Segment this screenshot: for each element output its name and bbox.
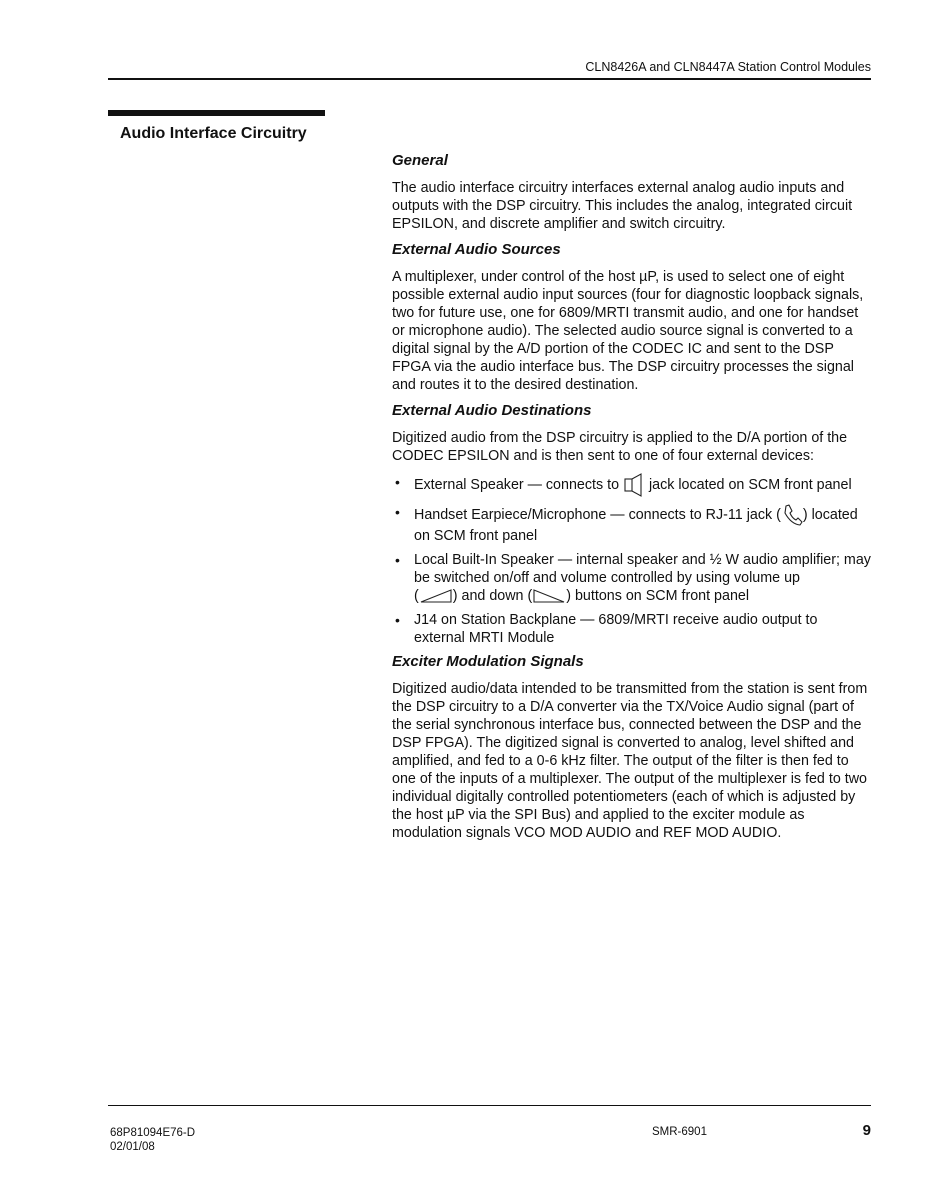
list-item-text: J14 on Station Backplane — 6809/MRTI receive audio output to external MRTI Module: [414, 612, 818, 646]
list-item: [392, 611, 872, 647]
destinations-heading: External Audio Destinations: [392, 402, 592, 419]
doc-date: 02/01/08: [110, 1141, 155, 1153]
list-item-text: ) located on SCM front panel: [414, 506, 858, 544]
list-item-text: Handset Earpiece/Microphone — connects to RJ-11 jack (: [414, 506, 781, 523]
section-bar: [108, 110, 325, 116]
speaker-icon: [623, 473, 645, 497]
list-item-text: ) and down (: [452, 588, 533, 604]
list-item: [392, 551, 872, 605]
list-item-text: ) buttons on SCM front panel: [566, 588, 750, 604]
destinations-intro: Digitized audio from the DSP circuitry is applied to the D/A portion of the CODEC EPSILON and is then sent to one of four external devices:: [392, 430, 848, 464]
exciter-heading: Exciter Modulation Signals: [392, 653, 584, 670]
general-heading: General: [392, 152, 448, 169]
doc-number: 68P81094E76-D: [110, 1127, 196, 1139]
sources-paragraph: A multiplexer, under control of the host µP, is used to select one of eight possible external audio input sources (four for diagnostic loopback signals, two for future use, one for 6809/MRTI transmit audio, and one for handset or microphone audio). The selected audio source signal is converted to a digital signal by the A/D portion of the CODEC IC and sent to the DSP FPGA via the audio interface bus. The DSP circuitry processes the signal and routes it to the desired destination.: [392, 269, 864, 393]
bullet-icon: •: [395, 474, 400, 490]
header-rule: [108, 78, 871, 80]
volume-up-icon: [419, 588, 453, 604]
section-heading: Audio Interface Circuitry: [120, 125, 307, 142]
general-paragraph: The audio interface circuitry interfaces external analog audio inputs and outputs with the DSP circuitry. This includes the analog, integrated circuit EPSILON, and discrete amplifier and switch circuitry.: [392, 180, 853, 232]
page-number: 9: [862, 1122, 871, 1139]
bullet-icon: •: [395, 612, 400, 628]
list-item: [392, 473, 872, 497]
footer-rule: [108, 1105, 871, 1106]
list-item-text: jack located on SCM front panel: [645, 476, 852, 493]
list-item-text: (: [414, 588, 419, 604]
list-item-text: Local Built-In Speaker — internal speaker and ½ W audio amplifier; may be switched on/off and volume controlled by using volume up: [414, 552, 871, 586]
main-content: [392, 152, 872, 850]
footer-center-label: SMR-6901: [652, 1126, 707, 1138]
bullet-icon: •: [395, 504, 400, 520]
running-header: CLN8426A and CLN8447A Station Control Modules: [585, 60, 871, 74]
bullet-icon: •: [395, 552, 400, 568]
list-item-text: External Speaker — connects to: [414, 476, 624, 493]
destinations-list: [392, 473, 872, 647]
list-item: [392, 503, 872, 545]
exciter-paragraph: Digitized audio/data intended to be transmitted from the station is sent from the DSP circuitry to a D/A converter via the TX/Voice Audio signal (part of the serial synchronous interface bus, connected between the DSP and the DSP FPGA). The digitized signal is converted to analog, level shifted and amplified, and fed to a 0-6 kHz filter. The output of the filter is then fed to one of the inputs of a multiplexer. The output of the multiplexer is fed to two individual digitally controlled potentiometers (each of which is adjusted by the host µP via the SPI Bus) and applied to the exciter module as modulation signals VCO MOD AUDIO and REF MOD AUDIO.: [392, 681, 868, 841]
footer-doc-info: [110, 1126, 195, 1154]
volume-down-icon: [532, 588, 566, 604]
handset-icon: [781, 503, 803, 527]
sources-heading: External Audio Sources: [392, 241, 561, 258]
